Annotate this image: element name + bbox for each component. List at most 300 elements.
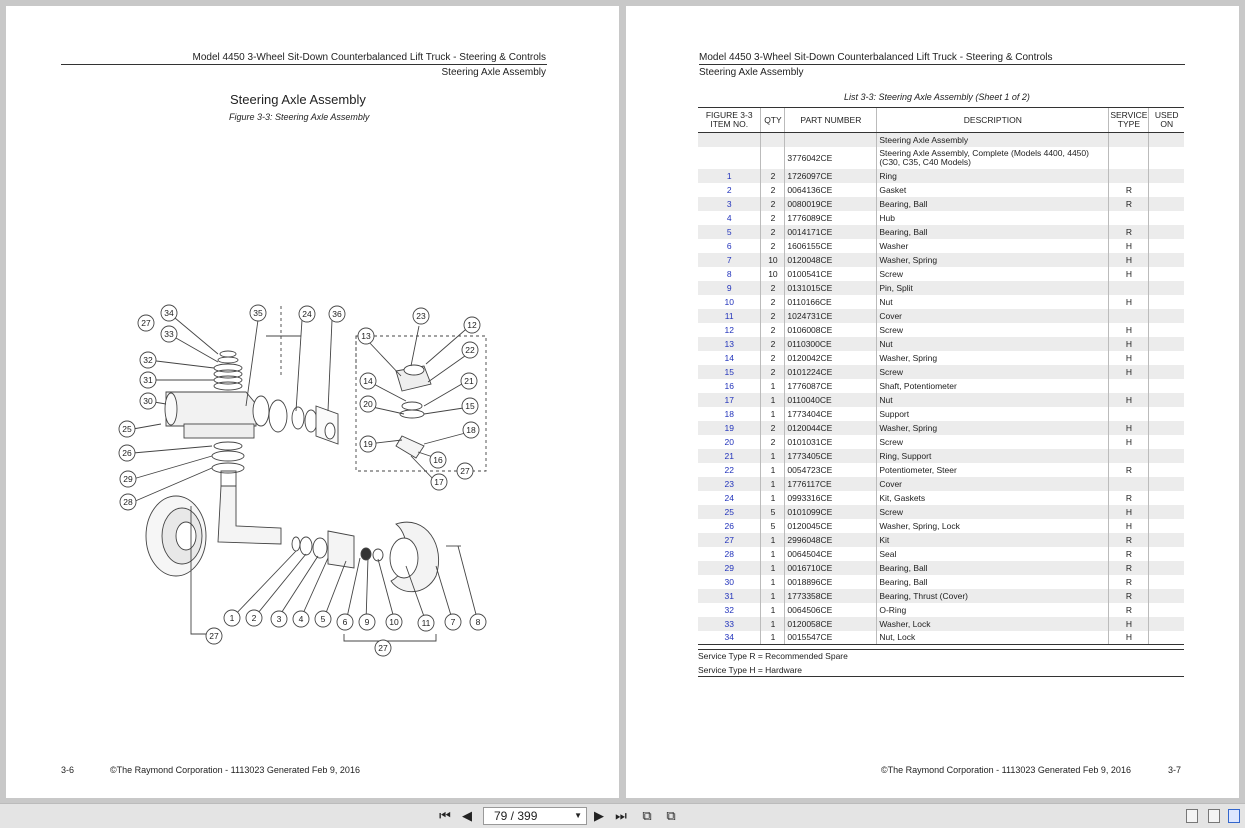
- part-number-cell: 0101099CE: [785, 505, 877, 519]
- table-row: [698, 253, 1184, 267]
- qty-cell: 2: [761, 435, 785, 449]
- table-row: [698, 323, 1184, 337]
- qty-cell: 1: [761, 449, 785, 463]
- footer-page-number: 3-7: [1168, 765, 1182, 775]
- part-number-cell: 0120048CE: [785, 253, 877, 267]
- header-title: Model 4450 3-Wheel Sit-Down Counterbalanced Lift Truck - Steering & Controls: [699, 52, 1053, 63]
- col-used-on: USED ON: [1149, 108, 1184, 133]
- col-part-number: PART NUMBER: [785, 108, 877, 133]
- qty-cell: 2: [761, 309, 785, 323]
- callout: [138, 315, 154, 331]
- description-cell: Bearing, Ball: [877, 575, 1109, 589]
- qty-cell: 5: [761, 505, 785, 519]
- part-number-cell: 0110166CE: [785, 295, 877, 309]
- last-page-icon[interactable]: ⏭: [615, 808, 627, 823]
- callout: [140, 393, 156, 409]
- service-type-cell: [1109, 211, 1149, 225]
- item-no-cell[interactable]: 2: [698, 183, 761, 197]
- description-cell: Washer, Spring, Lock: [877, 519, 1109, 533]
- used-on-cell: [1149, 631, 1184, 645]
- callout: [462, 398, 478, 414]
- col-item-no: FIGURE 3-3 ITEM NO.: [698, 108, 761, 133]
- item-no-cell: [698, 133, 761, 147]
- callout: [140, 372, 156, 388]
- callout: [246, 610, 262, 626]
- service-type-cell: [1109, 379, 1149, 393]
- parts-list-table: [698, 107, 1184, 645]
- part-number-cell: 0120042CE: [785, 351, 877, 365]
- item-no-cell[interactable]: 21: [698, 449, 761, 463]
- qty-cell: 1: [761, 561, 785, 575]
- used-on-cell: [1149, 253, 1184, 267]
- service-type-cell: R: [1109, 197, 1149, 211]
- svg-text:6: 6: [342, 617, 348, 627]
- part-number-cell: 1024731CE: [785, 309, 877, 323]
- svg-text:28: 28: [123, 497, 133, 507]
- callout: [119, 421, 135, 437]
- qty-cell: 1: [761, 477, 785, 491]
- used-on-cell: [1149, 435, 1184, 449]
- item-no-cell[interactable]: 13: [698, 337, 761, 351]
- table-row: [698, 133, 1184, 147]
- table-row: [698, 197, 1184, 211]
- description-cell: Potentiometer, Steer: [877, 463, 1109, 477]
- callout: [461, 373, 477, 389]
- qty-cell: 2: [761, 211, 785, 225]
- item-no-cell[interactable]: 24: [698, 491, 761, 505]
- callout: [161, 326, 177, 342]
- description-cell: Seal: [877, 547, 1109, 561]
- callout: [120, 494, 136, 510]
- item-no-cell[interactable]: 19: [698, 421, 761, 435]
- used-on-cell: [1149, 533, 1184, 547]
- description-cell: Screw: [877, 505, 1109, 519]
- item-no-cell[interactable]: 18: [698, 407, 761, 421]
- used-on-cell: [1149, 505, 1184, 519]
- table-row: [698, 211, 1184, 225]
- header-title: Model 4450 3-Wheel Sit-Down Counterbalanced Lift Truck - Steering & Controls: [192, 52, 546, 63]
- callout: [360, 373, 376, 389]
- single-page-view-icon[interactable]: [1186, 809, 1198, 823]
- service-type-cell: H: [1109, 351, 1149, 365]
- table-row: [698, 589, 1184, 603]
- viewer-toolbar: [0, 803, 1245, 828]
- used-on-cell: [1149, 547, 1184, 561]
- service-type-cell: R: [1109, 183, 1149, 197]
- table-row: [698, 435, 1184, 449]
- qty-cell: 2: [761, 169, 785, 183]
- service-type-cell: R: [1109, 225, 1149, 239]
- callout: [337, 614, 353, 630]
- qty-cell: 1: [761, 617, 785, 631]
- qty-cell: 1: [761, 603, 785, 617]
- callout: [358, 328, 374, 344]
- col-qty: QTY: [761, 108, 785, 133]
- item-no-cell[interactable]: 16: [698, 379, 761, 393]
- prev-page-icon[interactable]: ◀: [462, 808, 472, 823]
- qty-cell: 2: [761, 365, 785, 379]
- table-row: [698, 631, 1184, 645]
- used-on-cell: [1149, 491, 1184, 505]
- item-no-cell[interactable]: 22: [698, 463, 761, 477]
- service-type-cell: [1109, 477, 1149, 491]
- qty-cell: 1: [761, 463, 785, 477]
- item-no-cell[interactable]: 30: [698, 575, 761, 589]
- left-page: [6, 6, 619, 798]
- col-service-type: SERVICE TYPE: [1109, 108, 1149, 133]
- table-row: [698, 169, 1184, 183]
- service-type-cell: H: [1109, 631, 1149, 645]
- description-cell: Screw: [877, 267, 1109, 281]
- legend-rule: [698, 676, 1184, 677]
- service-type-cell: H: [1109, 435, 1149, 449]
- item-no-cell[interactable]: 33: [698, 617, 761, 631]
- callout: [224, 610, 240, 626]
- used-on-cell: [1149, 519, 1184, 533]
- footer-copyright: ©The Raymond Corporation - 1113023 Generated Feb 9, 2016: [881, 765, 1131, 775]
- service-type-cell: [1109, 407, 1149, 421]
- used-on-cell: [1149, 449, 1184, 463]
- next-view-icon[interactable]: ⧉: [666, 808, 676, 823]
- table-header-row: [698, 108, 1184, 133]
- service-type-cell: [1109, 147, 1149, 169]
- description-cell: Steering Axle Assembly, Complete (Models 4400, 4450) (C30, C35, C40 Models): [877, 147, 1109, 169]
- callout: [140, 352, 156, 368]
- qty-cell: 2: [761, 183, 785, 197]
- svg-text:5: 5: [320, 614, 326, 624]
- legend-recommended-spare: Service Type R = Recommended Spare: [698, 651, 848, 661]
- part-number-cell: 1606155CE: [785, 239, 877, 253]
- footer-page-number: 3-6: [61, 765, 75, 775]
- svg-text:13: 13: [361, 331, 371, 341]
- part-number-cell: 1773405CE: [785, 449, 877, 463]
- table-row: [698, 379, 1184, 393]
- header-section: Steering Axle Assembly: [441, 67, 546, 78]
- callout: [470, 614, 486, 630]
- callout: [315, 611, 331, 627]
- description-cell: Shaft, Potentiometer: [877, 379, 1109, 393]
- description-cell: Cover: [877, 477, 1109, 491]
- service-type-cell: R: [1109, 603, 1149, 617]
- service-type-cell: H: [1109, 323, 1149, 337]
- item-no-cell[interactable]: 32: [698, 603, 761, 617]
- next-page-icon[interactable]: ▶: [594, 808, 604, 823]
- svg-text:34: 34: [164, 308, 174, 318]
- service-type-cell: H: [1109, 617, 1149, 631]
- service-type-cell: H: [1109, 393, 1149, 407]
- callout: [464, 317, 480, 333]
- description-cell: Pin, Split: [877, 281, 1109, 295]
- part-number-cell: 1776117CE: [785, 477, 877, 491]
- service-type-cell: [1109, 449, 1149, 463]
- description-cell: Support: [877, 407, 1109, 421]
- svg-text:10: 10: [389, 617, 399, 627]
- callout: [431, 474, 447, 490]
- part-number-cell: 0120058CE: [785, 617, 877, 631]
- used-on-cell: [1149, 147, 1184, 169]
- table-row: [698, 281, 1184, 295]
- qty-cell: 1: [761, 491, 785, 505]
- svg-text:1: 1: [229, 613, 235, 623]
- service-type-cell: H: [1109, 253, 1149, 267]
- qty-cell: 2: [761, 295, 785, 309]
- qty-cell: 1: [761, 547, 785, 561]
- part-number-cell: 0106008CE: [785, 323, 877, 337]
- svg-text:31: 31: [143, 375, 153, 385]
- svg-text:17: 17: [434, 477, 444, 487]
- description-cell: Hub: [877, 211, 1109, 225]
- description-cell: Bearing, Ball: [877, 225, 1109, 239]
- used-on-cell: [1149, 239, 1184, 253]
- table-row: [698, 365, 1184, 379]
- exploded-parts-diagram: [106, 296, 496, 666]
- callout: [329, 306, 345, 322]
- svg-text:22: 22: [465, 345, 475, 355]
- used-on-cell: [1149, 323, 1184, 337]
- description-cell: Nut, Lock: [877, 631, 1109, 645]
- item-no-cell[interactable]: 9: [698, 281, 761, 295]
- part-number-cell: 0014171CE: [785, 225, 877, 239]
- description-cell: Ring: [877, 169, 1109, 183]
- chevron-down-icon[interactable]: ▼: [574, 811, 582, 820]
- used-on-cell: [1149, 617, 1184, 631]
- callout: [462, 342, 478, 358]
- service-type-cell: H: [1109, 337, 1149, 351]
- used-on-cell: [1149, 295, 1184, 309]
- svg-text:11: 11: [421, 618, 431, 628]
- description-cell: Bearing, Ball: [877, 197, 1109, 211]
- callout: [386, 614, 402, 630]
- item-no-cell[interactable]: 28: [698, 547, 761, 561]
- table-row: [698, 309, 1184, 323]
- table-row: [698, 533, 1184, 547]
- header-rule: [699, 64, 1185, 65]
- qty-cell: 1: [761, 589, 785, 603]
- table-caption: List 3-3: Steering Axle Assembly (Sheet 1 of 2): [844, 92, 1030, 102]
- item-no-cell[interactable]: 12: [698, 323, 761, 337]
- table-row: [698, 225, 1184, 239]
- table-row: [698, 575, 1184, 589]
- callout: [413, 308, 429, 324]
- qty-cell: 10: [761, 253, 785, 267]
- item-no-cell[interactable]: 10: [698, 295, 761, 309]
- part-number-cell: 0101224CE: [785, 365, 877, 379]
- svg-text:4: 4: [298, 614, 304, 624]
- item-no-cell[interactable]: 26: [698, 519, 761, 533]
- description-cell: Kit: [877, 533, 1109, 547]
- description-cell: Ring, Support: [877, 449, 1109, 463]
- used-on-cell: [1149, 365, 1184, 379]
- part-number-cell: 0131015CE: [785, 281, 877, 295]
- part-number-cell: 1726097CE: [785, 169, 877, 183]
- svg-text:15: 15: [465, 401, 475, 411]
- qty-cell: 2: [761, 421, 785, 435]
- callout: [360, 396, 376, 412]
- table-row: [698, 393, 1184, 407]
- description-cell: Screw: [877, 365, 1109, 379]
- svg-text:12: 12: [467, 320, 477, 330]
- used-on-cell: [1149, 309, 1184, 323]
- qty-cell: 1: [761, 533, 785, 547]
- callout: [359, 614, 375, 630]
- table-row: [698, 407, 1184, 421]
- footer-copyright: ©The Raymond Corporation - 1113023 Generated Feb 9, 2016: [110, 765, 360, 775]
- description-cell: Washer, Lock: [877, 617, 1109, 631]
- service-type-cell: H: [1109, 421, 1149, 435]
- part-number-cell: 3776042CE: [785, 147, 877, 169]
- part-number-cell: 0018896CE: [785, 575, 877, 589]
- svg-text:36: 36: [332, 309, 342, 319]
- used-on-cell: [1149, 281, 1184, 295]
- description-cell: Bearing, Thrust (Cover): [877, 589, 1109, 603]
- table-row: [698, 449, 1184, 463]
- qty-cell: 2: [761, 239, 785, 253]
- svg-text:27: 27: [378, 643, 388, 653]
- used-on-cell: [1149, 225, 1184, 239]
- page-number-input[interactable]: [483, 807, 587, 825]
- item-no-cell[interactable]: 1: [698, 169, 761, 183]
- svg-text:9: 9: [364, 617, 370, 627]
- part-number-cell: 0120045CE: [785, 519, 877, 533]
- table-row: [698, 183, 1184, 197]
- table-row: [698, 147, 1184, 169]
- legend-hardware: Service Type H = Hardware: [698, 665, 803, 675]
- prev-view-icon[interactable]: ⧉: [642, 808, 652, 823]
- item-no-cell[interactable]: 8: [698, 267, 761, 281]
- used-on-cell: [1149, 183, 1184, 197]
- service-type-cell: H: [1109, 365, 1149, 379]
- callout: [445, 614, 461, 630]
- part-number-cell: 0101031CE: [785, 435, 877, 449]
- callout: [457, 463, 473, 479]
- description-cell: Washer, Spring: [877, 253, 1109, 267]
- callout: [299, 306, 315, 322]
- description-cell: Cover: [877, 309, 1109, 323]
- item-no-cell[interactable]: 5: [698, 225, 761, 239]
- service-type-cell: R: [1109, 463, 1149, 477]
- description-cell: Washer: [877, 239, 1109, 253]
- item-no-cell[interactable]: 11: [698, 309, 761, 323]
- used-on-cell: [1149, 267, 1184, 281]
- item-no-cell[interactable]: 27: [698, 533, 761, 547]
- table-row: [698, 239, 1184, 253]
- part-number-cell: 0110040CE: [785, 393, 877, 407]
- service-type-cell: H: [1109, 295, 1149, 309]
- part-number-cell: 1773404CE: [785, 407, 877, 421]
- item-no-cell[interactable]: 7: [698, 253, 761, 267]
- used-on-cell: [1149, 421, 1184, 435]
- used-on-cell: [1149, 379, 1184, 393]
- used-on-cell: [1149, 133, 1184, 147]
- callout: [120, 471, 136, 487]
- part-number-cell: 2996048CE: [785, 533, 877, 547]
- table-row: [698, 337, 1184, 351]
- svg-text:32: 32: [143, 355, 153, 365]
- continuous-view-icon[interactable]: [1208, 809, 1220, 823]
- callout: [418, 615, 434, 631]
- item-no-cell[interactable]: 23: [698, 477, 761, 491]
- table-row: [698, 463, 1184, 477]
- qty-cell: 5: [761, 519, 785, 533]
- callout: [119, 445, 135, 461]
- item-no-cell[interactable]: 17: [698, 393, 761, 407]
- part-number-cell: 1776087CE: [785, 379, 877, 393]
- item-no-cell: [698, 147, 761, 169]
- item-no-cell[interactable]: 15: [698, 365, 761, 379]
- description-cell: Bearing, Ball: [877, 561, 1109, 575]
- svg-text:29: 29: [123, 474, 133, 484]
- item-no-cell[interactable]: 3: [698, 197, 761, 211]
- table-row: [698, 561, 1184, 575]
- item-no-cell[interactable]: 34: [698, 631, 761, 645]
- service-type-cell: H: [1109, 267, 1149, 281]
- service-type-cell: H: [1109, 519, 1149, 533]
- part-number-cell: 1776089CE: [785, 211, 877, 225]
- used-on-cell: [1149, 463, 1184, 477]
- header-section: Steering Axle Assembly: [699, 67, 804, 78]
- service-type-cell: R: [1109, 561, 1149, 575]
- callout: [360, 436, 376, 452]
- qty-cell: 1: [761, 379, 785, 393]
- part-number-cell: 0064504CE: [785, 547, 877, 561]
- svg-text:14: 14: [363, 376, 373, 386]
- table-row: [698, 477, 1184, 491]
- item-no-cell[interactable]: 29: [698, 561, 761, 575]
- used-on-cell: [1149, 169, 1184, 183]
- svg-text:20: 20: [363, 399, 373, 409]
- first-page-icon[interactable]: ⏮: [439, 808, 451, 823]
- description-cell: Washer, Spring: [877, 351, 1109, 365]
- table-row: [698, 421, 1184, 435]
- callout: [271, 611, 287, 627]
- qty-cell: 1: [761, 407, 785, 421]
- callout: [206, 628, 222, 644]
- svg-text:18: 18: [466, 425, 476, 435]
- callout: [463, 422, 479, 438]
- description-cell: Screw: [877, 435, 1109, 449]
- svg-text:21: 21: [464, 376, 474, 386]
- svg-text:24: 24: [302, 309, 312, 319]
- svg-text:16: 16: [433, 455, 443, 465]
- part-number-cell: 0064136CE: [785, 183, 877, 197]
- item-no-cell[interactable]: 14: [698, 351, 761, 365]
- item-no-cell[interactable]: 20: [698, 435, 761, 449]
- item-no-cell[interactable]: 6: [698, 239, 761, 253]
- table-row: [698, 617, 1184, 631]
- service-type-cell: [1109, 169, 1149, 183]
- used-on-cell: [1149, 575, 1184, 589]
- part-number-cell: 0993316CE: [785, 491, 877, 505]
- part-number-cell: 0054723CE: [785, 463, 877, 477]
- used-on-cell: [1149, 561, 1184, 575]
- qty-cell: 1: [761, 393, 785, 407]
- service-type-cell: R: [1109, 575, 1149, 589]
- item-no-cell[interactable]: 31: [698, 589, 761, 603]
- callout: [293, 611, 309, 627]
- description-cell: Steering Axle Assembly: [877, 133, 1109, 147]
- table-row: [698, 295, 1184, 309]
- item-no-cell[interactable]: 4: [698, 211, 761, 225]
- qty-cell: 2: [761, 351, 785, 365]
- svg-text:35: 35: [253, 308, 263, 318]
- facing-view-icon[interactable]: [1228, 809, 1240, 823]
- part-number-cell: 0015547CE: [785, 631, 877, 645]
- item-no-cell[interactable]: 25: [698, 505, 761, 519]
- callout: [430, 452, 446, 468]
- part-number-cell: 0120044CE: [785, 421, 877, 435]
- part-number-cell: 0110300CE: [785, 337, 877, 351]
- svg-text:7: 7: [450, 617, 456, 627]
